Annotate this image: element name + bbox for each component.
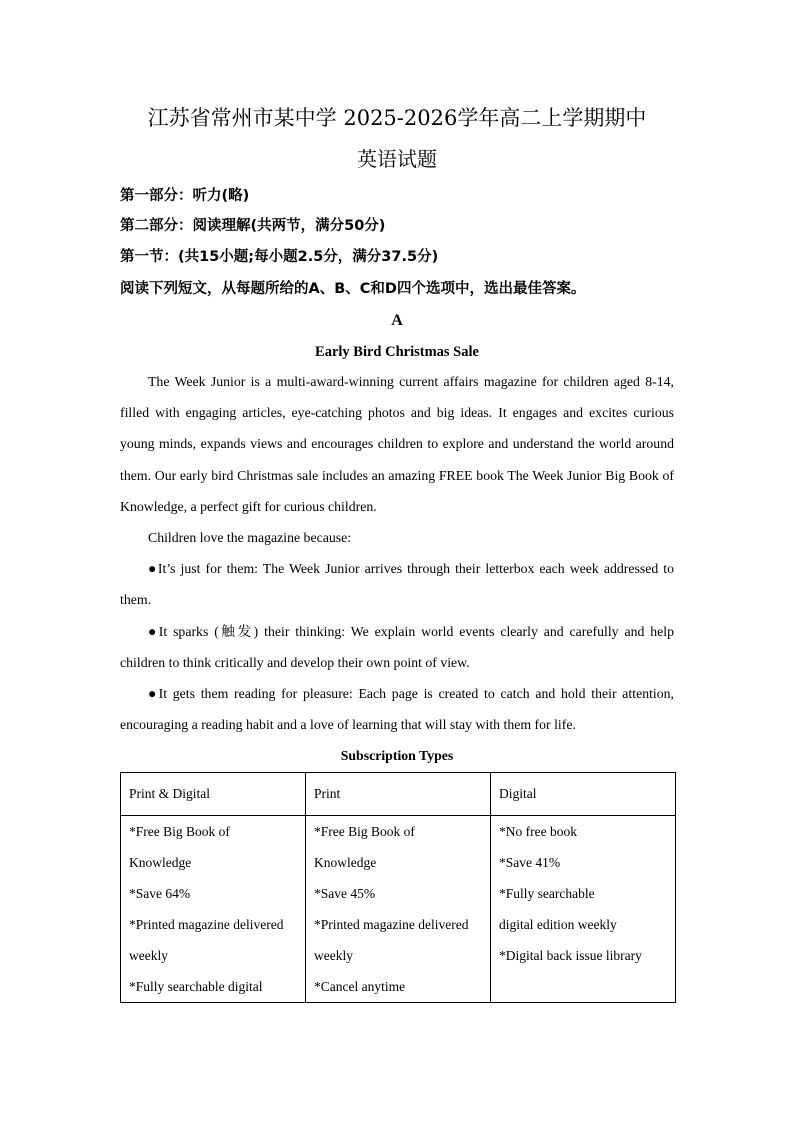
cell-line: Knowledge (314, 855, 377, 870)
bullet-sparks-thinking: ●It sparks (触发) their thinking: We explain world events clearly and carefully and help children to think critically and develop their own point of view. (120, 623, 674, 670)
cell-line: weekly (129, 948, 168, 963)
cell-line: *Free Big Book of (314, 824, 415, 839)
exam-title: 江苏省常州市某中学 2025-2026学年高二上学期期中 (147, 106, 647, 130)
cell-print (306, 816, 491, 1003)
table-header-row (121, 773, 676, 816)
cell-line: digital edition weekly (499, 917, 617, 932)
exam-subtitle: 英语试题 (357, 147, 437, 171)
cell-line: *Free Big Book of (129, 824, 230, 839)
cell-line: *No free book (499, 824, 577, 839)
header-print: Print (306, 773, 491, 816)
paragraph-intro: The Week Junior is a multi-award-winning current affairs magazine for children aged 8-14, filled with engaging articles, eye-catching photos and big ideas. It engages and excites curious young minds, expands views and encourages children to explore and understand the world around them. Our early bird Christmas sale includes an amazing FREE book The Week Junior Big Book of Knowledge, a perfect gift for curious children. (120, 374, 674, 514)
subscription-table (120, 772, 676, 1003)
passage-body (120, 366, 674, 740)
cell-print-digital (121, 816, 306, 1003)
cell-digital (491, 816, 676, 1003)
cell-line: *Save 45% (314, 886, 376, 901)
cell-line: *Save 64% (129, 886, 191, 901)
cell-line: *Printed magazine delivered (314, 917, 469, 932)
section1-heading: 第一节：(共15小题;每小题2.5分，满分37.5分) (120, 249, 439, 265)
paragraph-lead: Children love the magazine because: (148, 530, 352, 546)
cell-line: *Cancel anytime (314, 979, 406, 994)
instruction-text: 阅读下列短文，从每题所给的A、B、C和D四个选项中，选出最佳答案。 (120, 281, 586, 297)
cell-line: *Printed magazine delivered (129, 917, 284, 932)
passage-title: Early Bird Christmas Sale (315, 344, 479, 360)
bullet-just-for-them: ●It’s just for them: The Week Junior arrives through their letterbox each week addressed to them. (120, 561, 674, 608)
part1-heading: 第一部分：听力(略) (120, 188, 250, 204)
passage-label: A (391, 312, 403, 329)
bullet-reading-pleasure: ●It gets them reading for pleasure: Each page is created to catch and hold their attention, encouraging a reading habit and a love of learning that will stay with them for life. (120, 686, 674, 733)
table-title: Subscription Types (340, 748, 454, 763)
part2-heading: 第二部分：阅读理解(共两节，满分50分) (120, 218, 386, 234)
table-row (121, 816, 676, 1003)
header-digital: Digital (491, 773, 676, 816)
header-print-digital: Print & Digital (121, 773, 306, 816)
cell-line: *Fully searchable (499, 886, 595, 901)
cell-line: *Digital back issue library (499, 948, 642, 963)
cell-line: Knowledge (129, 855, 192, 870)
cell-line: *Save 41% (499, 855, 561, 870)
cell-line: *Fully searchable digital (129, 979, 263, 994)
cell-line: weekly (314, 948, 353, 963)
